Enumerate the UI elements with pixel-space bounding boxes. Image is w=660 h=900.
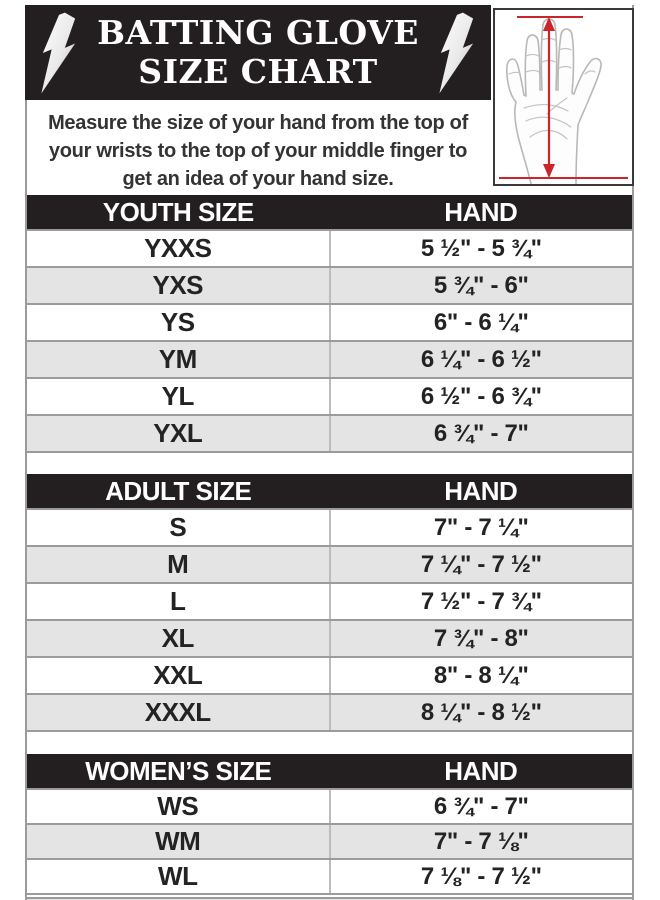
hand-diagram-box — [493, 8, 634, 186]
table-row — [27, 693, 632, 730]
measure-instructions — [27, 109, 489, 193]
instruction-line: Measure the size of your hand from the top of — [48, 112, 468, 134]
hand-cell: 6 ½" - 6 ¾" — [420, 382, 542, 410]
size-cell: L — [27, 584, 331, 619]
size-cell: WS — [27, 790, 331, 823]
hand-cell: 5 ¾" - 6" — [433, 271, 529, 299]
size-cell: S — [27, 510, 331, 545]
column-header-size: YOUTH SIZE — [102, 196, 254, 227]
hand-cell: 7 ½" - 7 ¾" — [420, 587, 542, 615]
hand-cell: 7 ⅛" - 7 ½" — [420, 862, 542, 890]
hand-cell: 8" - 8 ¼" — [433, 661, 529, 689]
size-cell: YXL — [27, 416, 331, 451]
womens-size-table — [27, 754, 632, 895]
hand-cell: 7 ¼" - 7 ½" — [420, 550, 542, 578]
title-band — [25, 5, 491, 100]
column-header-hand: HAND — [444, 196, 518, 227]
size-cell: YM — [27, 342, 331, 377]
column-header-size: ADULT SIZE — [105, 475, 252, 506]
youth-table-body — [27, 229, 632, 451]
hand-cell: 6 ¾" - 7" — [433, 419, 529, 447]
size-cell: XXL — [27, 658, 331, 693]
youth-table-header — [27, 195, 632, 229]
table-row — [27, 656, 632, 693]
adult-table-body — [27, 508, 632, 730]
size-cell: XXXL — [27, 695, 331, 730]
adult-size-table — [27, 474, 632, 732]
table-row — [27, 340, 632, 377]
hand-cell: 6" - 6 ¼" — [433, 308, 529, 336]
table-row — [27, 788, 632, 823]
size-cell: YS — [27, 305, 331, 340]
hand-cell: 7" - 7 ¼" — [433, 513, 529, 541]
size-cell: WM — [27, 825, 331, 858]
size-cell: XL — [27, 621, 331, 656]
table-row — [27, 414, 632, 451]
hand-cell: 6 ¼" - 6 ½" — [420, 345, 542, 373]
column-header-size: WOMEN’S SIZE — [85, 755, 272, 786]
table-row — [27, 823, 632, 858]
page-title — [81, 14, 435, 91]
size-cell: WL — [27, 860, 331, 893]
youth-size-table — [27, 195, 632, 453]
table-row — [27, 229, 632, 266]
instruction-line: your wrists to the top of your middle finger to — [48, 140, 468, 162]
hand-cell: 5 ½" - 5 ¾" — [420, 234, 542, 262]
womens-table-header — [27, 754, 632, 788]
hand-cell: 6 ¾" - 7" — [433, 792, 529, 820]
size-cell: YL — [27, 379, 331, 414]
table-row — [27, 619, 632, 656]
hand-cell: 7" - 7 ⅛" — [433, 827, 529, 855]
lightning-bolt-icon — [37, 12, 81, 94]
hand-measurement-icon — [495, 10, 632, 184]
table-row — [27, 508, 632, 545]
table-row — [27, 266, 632, 303]
table-row — [27, 545, 632, 582]
column-header-hand: HAND — [444, 475, 518, 506]
hand-cell: 7 ¾" - 8" — [433, 624, 529, 652]
page-title-line1: BATTING GLOVE — [97, 13, 419, 53]
hand-cell: 8 ¼" - 8 ½" — [420, 698, 542, 726]
column-header-hand: HAND — [444, 755, 518, 786]
size-cell: M — [27, 547, 331, 582]
lightning-bolt-icon — [435, 12, 479, 94]
size-cell: YXS — [27, 268, 331, 303]
table-row — [27, 303, 632, 340]
table-row — [27, 858, 632, 893]
womens-table-body — [27, 788, 632, 893]
adult-table-header — [27, 474, 632, 508]
table-row — [27, 582, 632, 619]
instruction-line: get an idea of your hand size. — [122, 168, 394, 190]
size-cell: YXXS — [27, 231, 331, 266]
page-title-line2: SIZE CHART — [138, 51, 378, 91]
table-row — [27, 377, 632, 414]
